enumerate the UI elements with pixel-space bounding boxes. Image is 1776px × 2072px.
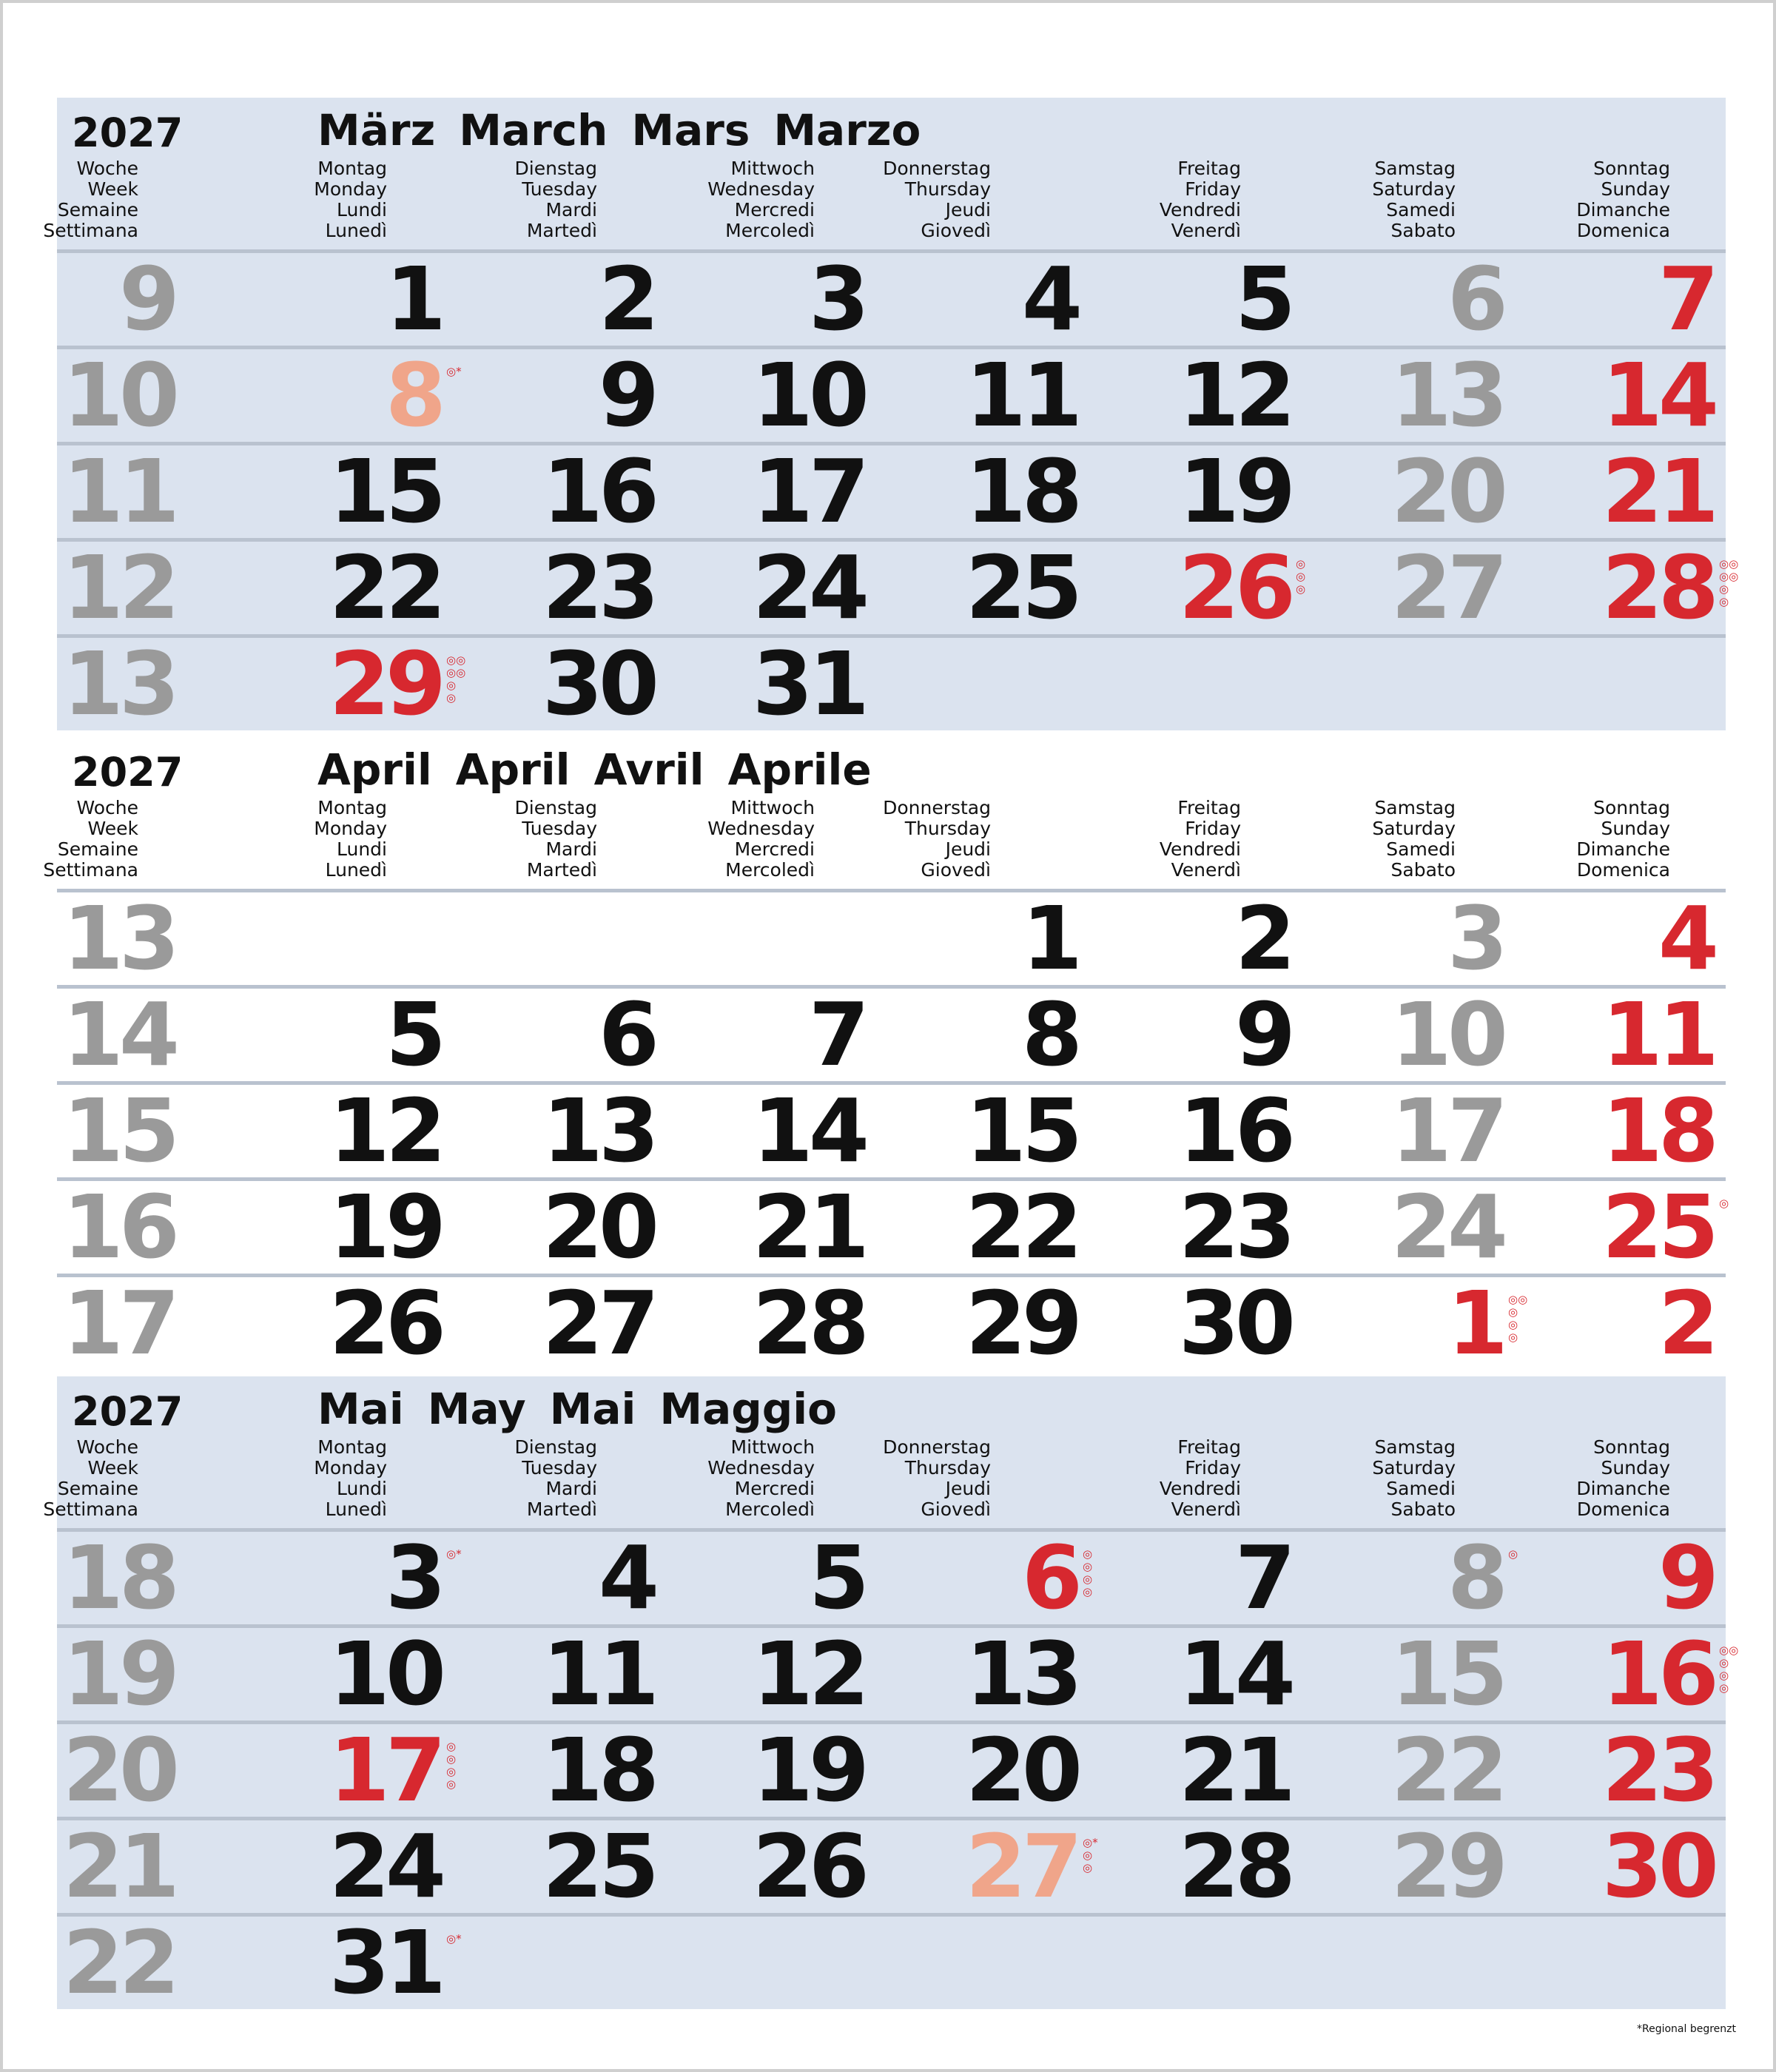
column-header-label: Saturday	[1372, 818, 1456, 839]
holiday-marker-icon: ◎◎ ◎ ◎ ◎	[1719, 1644, 1739, 1695]
column-header-label: Dienstag	[514, 797, 597, 818]
day-cell: 13	[1390, 344, 1504, 446]
month-names	[317, 744, 872, 795]
day-cell: 24	[752, 536, 865, 639]
day-cell: 2	[1658, 1272, 1715, 1374]
day-cell: 20	[1390, 440, 1504, 542]
column-header-label: Martedì	[526, 859, 597, 881]
year-label: 2027	[72, 1388, 184, 1435]
column-header-label: Vendredi	[1159, 1478, 1241, 1499]
day-cell: 10	[1390, 983, 1504, 1086]
month-names	[317, 1384, 837, 1434]
day-cell: 21	[1178, 1719, 1291, 1821]
day-cell: 28	[1601, 536, 1715, 639]
year-label: 2027	[72, 110, 184, 156]
column-header-label: Sonntag	[1593, 797, 1670, 818]
week-row	[57, 1623, 1739, 1725]
column-header-label: Settimana	[43, 859, 138, 881]
day-cell: 3	[808, 248, 865, 350]
week-number: 18	[62, 1527, 175, 1629]
day-cell: 11	[542, 1623, 655, 1725]
day-cell: 1	[385, 248, 442, 350]
day-cell: 15	[329, 440, 442, 542]
year-label: 2027	[72, 749, 184, 796]
day-cell: 7	[1234, 1527, 1291, 1629]
column-header-label: Samstag	[1374, 797, 1456, 818]
column-header-label: Freitag	[1177, 797, 1241, 818]
column-header-label: Semaine	[57, 1478, 138, 1499]
column-header-label: Giovedì	[921, 859, 991, 881]
month-block	[43, 1376, 1739, 2014]
column-header-label: Lunedì	[325, 220, 387, 241]
column-header-label: Saturday	[1372, 178, 1456, 200]
column-header-saturday	[1372, 1437, 1456, 1520]
month-name: März	[317, 105, 436, 155]
footnote: *Regional begrenzt	[1636, 2023, 1736, 2035]
week-number: 17	[62, 1272, 175, 1374]
week-number: 9	[118, 248, 175, 350]
column-header-label: Mardi	[545, 838, 597, 860]
month-name: Avril	[593, 744, 704, 795]
column-header-label: Samedi	[1386, 1478, 1456, 1499]
day-cell: 3	[385, 1527, 442, 1629]
holiday-marker-icon: ◎*	[446, 365, 462, 378]
column-header-label: Semaine	[57, 838, 138, 860]
holiday-marker-icon: ◎*	[446, 1547, 462, 1561]
month-names	[317, 105, 921, 155]
column-header-label: Friday	[1185, 818, 1241, 839]
column-header-label: Settimana	[43, 1498, 138, 1520]
day-cell: 2	[598, 248, 655, 350]
day-cell: 31	[329, 1911, 442, 2014]
week-row	[57, 1815, 1726, 1917]
day-cell: 24	[1390, 1176, 1504, 1278]
day-cell: 8	[1021, 983, 1078, 1086]
month-name: Maggio	[659, 1384, 838, 1434]
month-name: Aprile	[727, 744, 872, 795]
day-cell: 22	[1390, 1719, 1504, 1821]
day-cell: 18	[542, 1719, 655, 1821]
day-cell: 19	[752, 1719, 865, 1821]
week-row	[57, 1911, 1726, 2014]
week-row	[57, 983, 1726, 1086]
column-header-label: Tuesday	[522, 1457, 597, 1479]
holiday-marker-icon: ◎◎ ◎◎ ◎ ◎	[1719, 557, 1739, 608]
column-header-label: Monday	[314, 178, 387, 200]
column-header-tuesday	[515, 798, 597, 881]
week-number: 19	[62, 1623, 175, 1725]
column-header-saturday	[1372, 798, 1456, 881]
holiday-marker-icon: ◎ ◎ ◎ ◎	[1083, 1547, 1093, 1598]
day-cell: 23	[542, 536, 655, 639]
column-header-label: Jeudi	[945, 1478, 991, 1499]
day-cell: 27	[965, 1815, 1078, 1917]
holiday-marker-icon: ◎*	[446, 1932, 462, 1945]
day-cell: 9	[1234, 983, 1291, 1086]
column-header-wednesday	[707, 1437, 815, 1520]
day-cell: 3	[1447, 887, 1504, 989]
week-row	[57, 1527, 1726, 1629]
column-header-label: Week	[87, 1457, 138, 1479]
day-cell: 13	[542, 1080, 655, 1182]
column-header-label: Venerdì	[1171, 220, 1241, 241]
day-cell: 10	[752, 344, 865, 446]
day-cell: 22	[965, 1176, 1078, 1278]
column-header-label: Dienstag	[514, 1436, 597, 1458]
column-header-monday	[314, 798, 387, 881]
day-cell: 17	[752, 440, 865, 542]
column-header-label: Dienstag	[514, 158, 597, 179]
column-header-label: Lundi	[337, 199, 387, 221]
column-header-thursday	[883, 1437, 991, 1520]
column-header-sunday	[1576, 158, 1670, 241]
column-header-label: Sonntag	[1593, 158, 1670, 179]
week-number: 20	[62, 1719, 175, 1821]
day-cell: 23	[1178, 1176, 1291, 1278]
column-header-label: Jeudi	[945, 199, 991, 221]
day-cell: 1	[1021, 887, 1078, 989]
week-number: 10	[62, 344, 175, 446]
column-header-label: Domenica	[1576, 220, 1670, 241]
week-number: 11	[62, 440, 175, 542]
day-cell: 20	[542, 1176, 655, 1278]
day-cell: 28	[752, 1272, 865, 1374]
column-header-label: Samedi	[1386, 838, 1456, 860]
month-header	[43, 98, 1726, 249]
column-header-label: Venerdì	[1171, 1498, 1241, 1520]
column-header-label: Settimana	[43, 220, 138, 241]
week-row	[57, 1272, 1726, 1374]
column-header-label: Mittwoch	[730, 1436, 815, 1458]
column-header-label: Lundi	[337, 1478, 387, 1499]
column-header-label: Lunedì	[325, 859, 387, 881]
day-cell: 16	[1601, 1623, 1715, 1725]
week-row	[57, 1719, 1726, 1821]
column-header-label: Friday	[1185, 178, 1241, 200]
day-cell: 12	[329, 1080, 442, 1182]
day-cell: 6	[1447, 248, 1504, 350]
month-header	[43, 737, 1726, 889]
column-header-label: Samstag	[1374, 158, 1456, 179]
day-cell: 25	[542, 1815, 655, 1917]
day-cell: 6	[1021, 1527, 1078, 1629]
column-header-label: Mercredi	[734, 838, 815, 860]
holiday-marker-icon: ◎ ◎ ◎	[1296, 557, 1306, 596]
column-header-label: Lundi	[337, 838, 387, 860]
week-number: 15	[62, 1080, 175, 1182]
column-header-label: Venerdì	[1171, 859, 1241, 881]
day-cell: 5	[808, 1527, 865, 1629]
day-cell: 30	[542, 633, 655, 735]
column-header-label: Vendredi	[1159, 199, 1241, 221]
day-cell: 24	[329, 1815, 442, 1917]
month-name: Mars	[631, 105, 750, 155]
column-header-label: Thursday	[904, 178, 991, 200]
column-header-week	[43, 798, 138, 881]
day-cell: 17	[329, 1719, 442, 1821]
column-header-label: Monday	[314, 818, 387, 839]
column-header-label: Dimanche	[1576, 199, 1670, 221]
day-cell: 16	[542, 440, 655, 542]
holiday-marker-icon: ◎* ◎ ◎	[1083, 1836, 1098, 1874]
day-cell: 21	[1601, 440, 1715, 542]
holiday-marker-icon: ◎◎ ◎◎ ◎ ◎	[446, 653, 466, 704]
week-number: 22	[62, 1911, 175, 2014]
column-header-monday	[314, 1437, 387, 1520]
day-cell: 27	[542, 1272, 655, 1374]
day-cell: 18	[965, 440, 1078, 542]
day-cell: 13	[965, 1623, 1078, 1725]
holiday-marker-icon: ◎◎ ◎ ◎ ◎	[1508, 1293, 1528, 1344]
column-header-friday	[1160, 158, 1241, 241]
day-cell: 23	[1601, 1719, 1715, 1821]
day-cell: 19	[1178, 440, 1291, 542]
week-number: 12	[62, 536, 175, 639]
column-header-label: Dimanche	[1576, 838, 1670, 860]
day-cell: 9	[598, 344, 655, 446]
column-header-label: Freitag	[1177, 1436, 1241, 1458]
week-row	[57, 440, 1726, 542]
column-header-label: Sunday	[1601, 818, 1670, 839]
month-name: April	[455, 744, 571, 795]
holiday-marker-icon: ◎	[1508, 1547, 1518, 1561]
column-header-label: Giovedì	[921, 1498, 991, 1520]
day-cell: 15	[1390, 1623, 1504, 1725]
day-cell: 22	[329, 536, 442, 639]
column-header-label: Friday	[1185, 1457, 1241, 1479]
week-row	[57, 248, 1726, 350]
month-name: March	[459, 105, 608, 155]
column-header-label: Monday	[314, 1457, 387, 1479]
day-cell: 9	[1658, 1527, 1715, 1629]
column-header-label: Sonntag	[1593, 1436, 1670, 1458]
day-cell: 20	[965, 1719, 1078, 1821]
column-header-label: Wednesday	[707, 178, 815, 200]
day-cell: 26	[1178, 536, 1291, 639]
column-header-label: Jeudi	[945, 838, 991, 860]
day-cell: 29	[329, 633, 442, 735]
day-cell: 29	[1390, 1815, 1504, 1917]
column-header-label: Week	[87, 178, 138, 200]
column-header-label: Donnerstag	[883, 1436, 991, 1458]
month-name: Mai	[317, 1384, 404, 1434]
column-header-label: Mardi	[545, 1478, 597, 1499]
day-cell: 6	[598, 983, 655, 1086]
day-cell: 8	[385, 344, 442, 446]
day-cell: 16	[1178, 1080, 1291, 1182]
column-header-label: Mercredi	[734, 1478, 815, 1499]
day-cell: 4	[1658, 887, 1715, 989]
day-cell: 31	[752, 633, 865, 735]
column-header-label: Woche	[76, 1436, 138, 1458]
week-number: 13	[62, 887, 175, 989]
day-cell: 25	[965, 536, 1078, 639]
column-header-label: Wednesday	[707, 818, 815, 839]
column-header-label: Woche	[76, 797, 138, 818]
column-header-label: Tuesday	[522, 178, 597, 200]
column-header-label: Vendredi	[1159, 838, 1241, 860]
month-block	[43, 98, 1739, 735]
column-header-saturday	[1372, 158, 1456, 241]
week-number: 14	[62, 983, 175, 1086]
column-header-label: Semaine	[57, 199, 138, 221]
week-row	[57, 1176, 1729, 1278]
day-cell: 11	[965, 344, 1078, 446]
day-cell: 30	[1601, 1815, 1715, 1917]
column-header-friday	[1160, 798, 1241, 881]
column-header-friday	[1160, 1437, 1241, 1520]
week-row	[57, 633, 1726, 735]
day-cell: 11	[1601, 983, 1715, 1086]
column-header-label: Thursday	[904, 1457, 991, 1479]
day-cell: 14	[1601, 344, 1715, 446]
day-cell: 26	[752, 1815, 865, 1917]
column-header-label: Sabato	[1390, 220, 1456, 241]
column-header-label: Saturday	[1372, 1457, 1456, 1479]
column-header-label: Mercoledì	[725, 859, 815, 881]
month-name: May	[427, 1384, 526, 1434]
column-header-label: Sunday	[1601, 178, 1670, 200]
day-cell: 14	[1178, 1623, 1291, 1725]
day-cell: 14	[752, 1080, 865, 1182]
day-cell: 26	[329, 1272, 442, 1374]
week-row	[57, 887, 1726, 989]
column-header-label: Woche	[76, 158, 138, 179]
day-cell: 12	[1178, 344, 1291, 446]
holiday-marker-icon: ◎	[1719, 1197, 1729, 1210]
week-number: 13	[62, 633, 175, 735]
week-number: 16	[62, 1176, 175, 1278]
day-cell: 25	[1601, 1176, 1715, 1278]
day-cell: 29	[965, 1272, 1078, 1374]
column-header-label: Wednesday	[707, 1457, 815, 1479]
month-name: April	[317, 744, 432, 795]
day-cell: 12	[752, 1623, 865, 1725]
day-cell: 28	[1178, 1815, 1291, 1917]
column-header-label: Mittwoch	[730, 797, 815, 818]
day-cell: 21	[752, 1176, 865, 1278]
column-header-label: Montag	[317, 158, 387, 179]
day-cell: 15	[965, 1080, 1078, 1182]
day-cell: 18	[1601, 1080, 1715, 1182]
column-header-label: Sunday	[1601, 1457, 1670, 1479]
week-row	[57, 344, 1726, 446]
column-header-sunday	[1576, 798, 1670, 881]
day-cell: 7	[1658, 248, 1715, 350]
day-cell: 17	[1390, 1080, 1504, 1182]
column-header-label: Freitag	[1177, 158, 1241, 179]
week-row	[57, 536, 1739, 639]
column-header-label: Mittwoch	[730, 158, 815, 179]
month-header	[43, 1376, 1726, 1528]
column-header-label: Week	[87, 818, 138, 839]
week-row	[57, 1080, 1726, 1182]
column-header-label: Giovedì	[921, 220, 991, 241]
column-header-label: Sabato	[1390, 859, 1456, 881]
column-header-thursday	[883, 798, 991, 881]
column-header-label: Montag	[317, 797, 387, 818]
day-cell: 10	[329, 1623, 442, 1725]
day-cell: 8	[1447, 1527, 1504, 1629]
month-name: Marzo	[773, 105, 921, 155]
day-cell: 4	[598, 1527, 655, 1629]
column-header-label: Sabato	[1390, 1498, 1456, 1520]
column-header-week	[43, 158, 138, 241]
week-number: 21	[62, 1815, 175, 1917]
column-header-label: Martedì	[526, 220, 597, 241]
day-cell: 19	[329, 1176, 442, 1278]
column-header-label: Montag	[317, 1436, 387, 1458]
column-header-label: Thursday	[904, 818, 991, 839]
day-cell: 7	[808, 983, 865, 1086]
day-cell: 4	[1021, 248, 1078, 350]
day-cell: 1	[1447, 1272, 1504, 1374]
column-header-label: Samedi	[1386, 199, 1456, 221]
day-cell: 30	[1178, 1272, 1291, 1374]
column-header-label: Mercredi	[734, 199, 815, 221]
day-cell: 5	[385, 983, 442, 1086]
day-cell: 5	[1234, 248, 1291, 350]
column-header-label: Dimanche	[1576, 1478, 1670, 1499]
column-header-label: Martedì	[526, 1498, 597, 1520]
column-header-tuesday	[515, 1437, 597, 1520]
column-header-label: Donnerstag	[883, 797, 991, 818]
column-header-label: Mardi	[545, 199, 597, 221]
month-block	[43, 737, 1729, 1374]
column-header-wednesday	[707, 798, 815, 881]
column-header-label: Domenica	[1576, 859, 1670, 881]
column-header-monday	[314, 158, 387, 241]
column-header-label: Tuesday	[522, 818, 597, 839]
column-header-label: Samstag	[1374, 1436, 1456, 1458]
day-cell: 2	[1234, 887, 1291, 989]
column-header-wednesday	[707, 158, 815, 241]
column-header-thursday	[883, 158, 991, 241]
month-name: Mai	[549, 1384, 636, 1434]
column-header-sunday	[1576, 1437, 1670, 1520]
column-header-tuesday	[515, 158, 597, 241]
day-cell: 27	[1390, 536, 1504, 639]
column-header-label: Mercoledì	[725, 1498, 815, 1520]
column-header-label: Donnerstag	[883, 158, 991, 179]
column-header-week	[43, 1437, 138, 1520]
holiday-marker-icon: ◎ ◎ ◎ ◎	[446, 1740, 457, 1791]
column-header-label: Mercoledì	[725, 220, 815, 241]
column-header-label: Lunedì	[325, 1498, 387, 1520]
column-header-label: Domenica	[1576, 1498, 1670, 1520]
